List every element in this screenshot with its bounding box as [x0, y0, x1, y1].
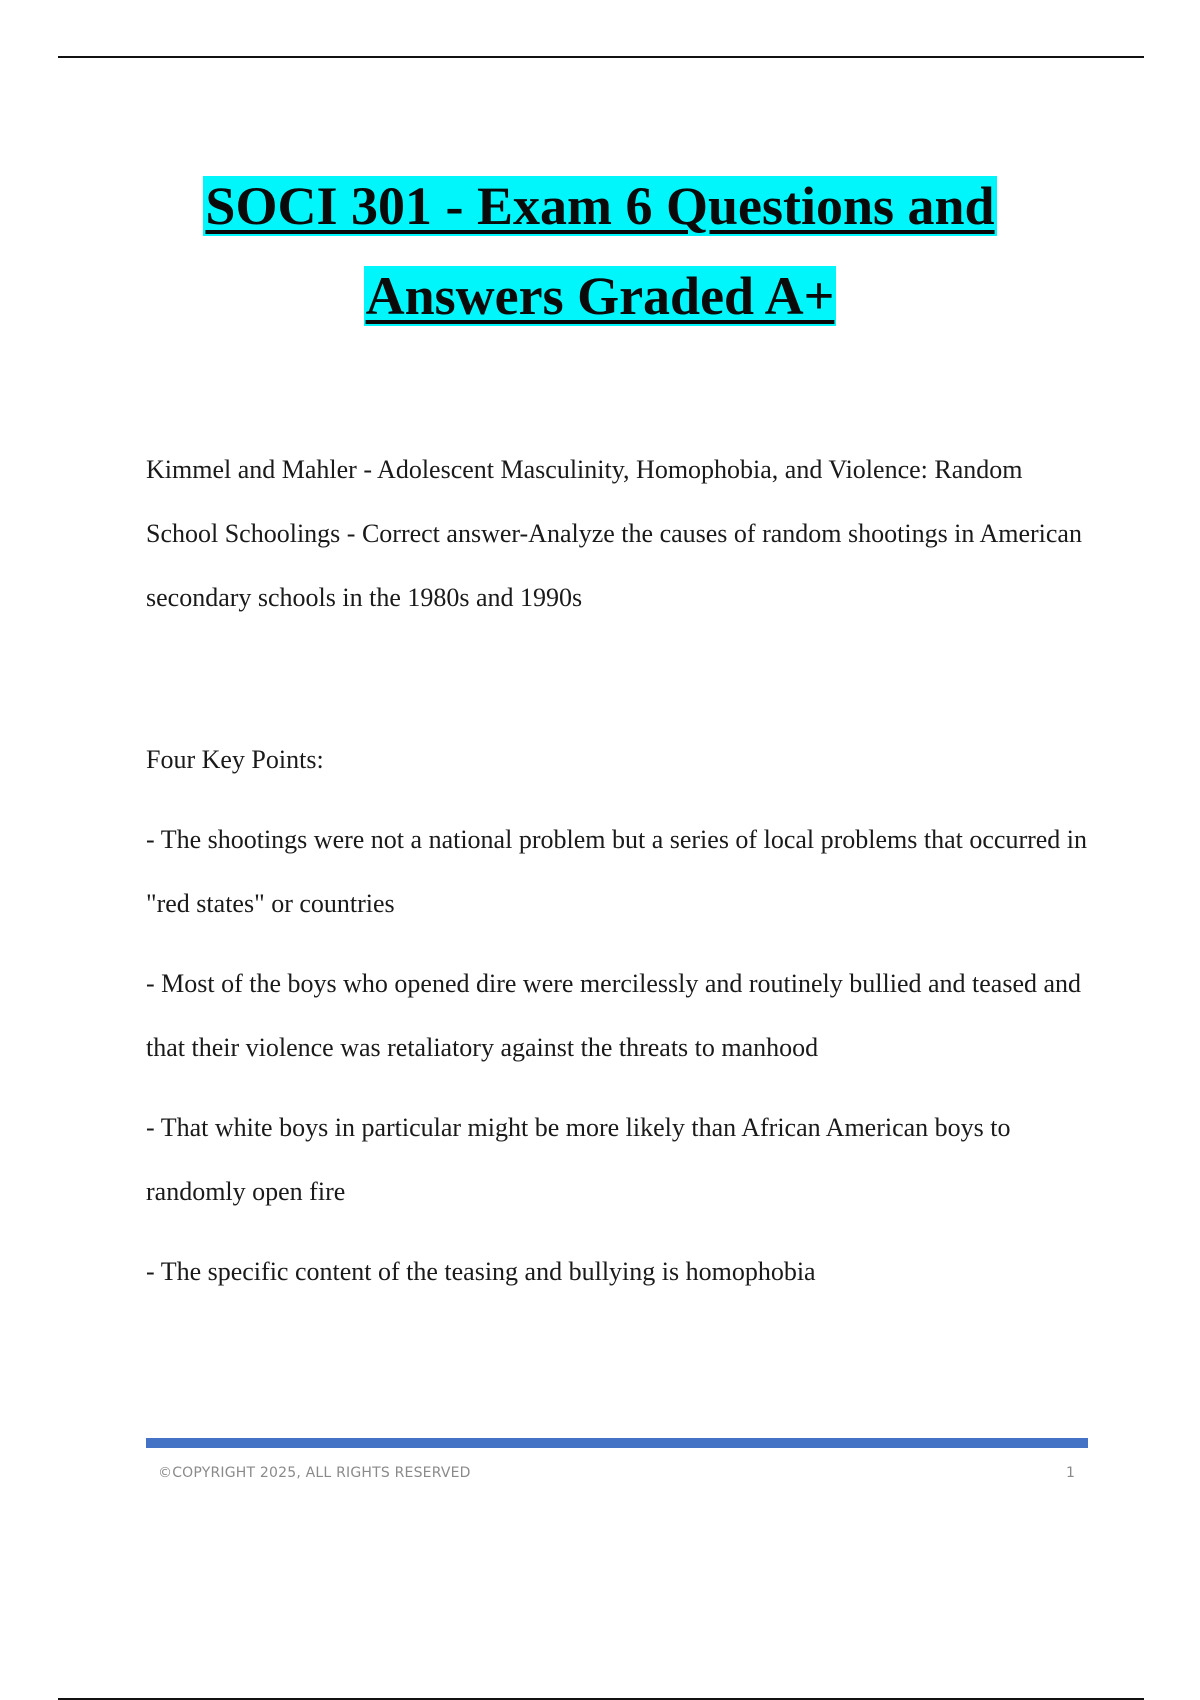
intro-section: [146, 438, 1096, 630]
key-point-item: - That white boys in particular might be more likely than African American boys to randomly open fire: [146, 1113, 1011, 1206]
key-point-item: - Most of the boys who opened dire were mercilessly and routinely bullied and teased and that their violence was retaliatory against the threats to manhood: [146, 969, 1082, 1062]
key-points-section: [146, 728, 1096, 1320]
key-points-heading: Four Key Points:: [146, 745, 324, 774]
title-line-2: Answers Graded A+: [365, 266, 835, 326]
footer-copyright: ©COPYRIGHT 2025, ALL RIGHTS RESERVED: [158, 1465, 471, 1481]
document-title: [0, 176, 1200, 326]
footer-page-number: 1: [1066, 1465, 1075, 1481]
key-point-item: - The shootings were not a national problem but a series of local problems that occurred in "red states" or countries: [146, 825, 1088, 918]
title-line-1: SOCI 301 - Exam 6 Questions and: [205, 176, 995, 236]
intro-paragraph: Kimmel and Mahler - Adolescent Masculinity, Homophobia, and Violence: Random School Schoolings - Correct answer-Analyze the causes of random shootings in American secondary schools in the 1980s and 1990s: [146, 455, 1082, 612]
key-point-item: - The specific content of the teasing and bullying is homophobia: [146, 1257, 816, 1286]
footer-bar: [146, 1438, 1088, 1448]
top-page-rule: [58, 56, 1144, 58]
